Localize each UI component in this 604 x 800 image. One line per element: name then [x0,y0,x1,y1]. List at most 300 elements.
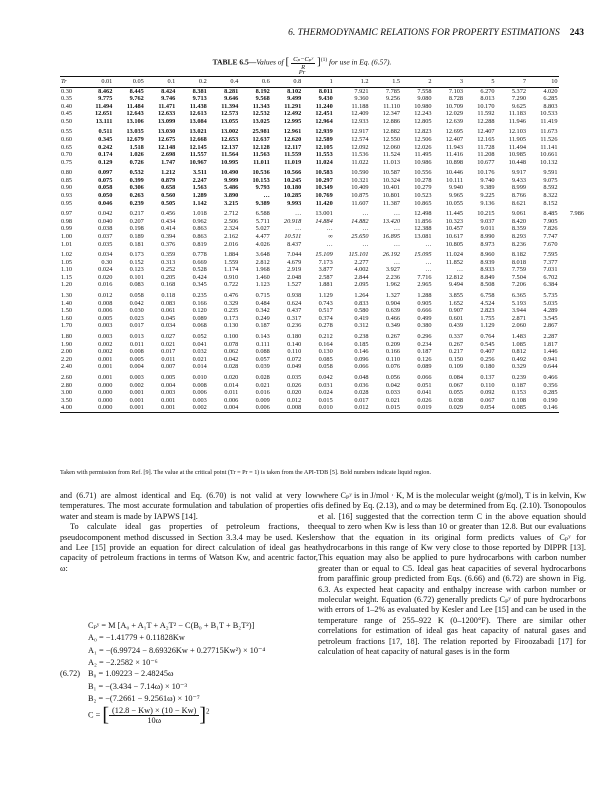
table-cell: 0.207 [129,217,144,225]
table-cell: 0.026 [287,381,302,389]
table-cell: 10.566 [283,169,302,177]
table-cell: 3.927 [385,266,401,274]
table-cell: 0.033 [385,389,401,397]
table-cell: 12.651 [95,110,113,118]
table-cell: 0.130 [318,348,333,356]
table-cell: 0.173 [129,251,144,259]
table-cell: 0.016 [98,281,113,289]
tr-value: 0.90 [61,184,73,192]
table-cell: 0.042 [224,355,239,363]
table-cell: 10.448 [508,158,526,166]
table-cell: 0.035 [287,374,302,381]
table-cell: 2.844 [354,273,369,281]
table-cell: 0.039 [255,363,270,371]
table-cell: 0.905 [417,299,432,307]
tr-value: 3.00 [61,389,73,397]
table-cell: 7.558 [417,87,432,95]
eq-line-a2: A₂ = −2.2582 × 10⁻⁶ [88,658,158,667]
c-numerator: (12.8 − Kw) × (10 − Kw) [109,706,199,716]
table-cell: 0.173 [224,314,239,322]
table-cell: 10.153 [252,176,270,184]
header-pr-col: 0.01 [83,77,114,88]
table-cell: 0.004 [209,404,240,412]
tr-value: 1.70 [61,322,73,330]
table-cell: 10.980 [414,102,432,110]
table-cell: 10.583 [315,169,333,177]
table-cell: 10.617 [445,232,464,240]
table-cell: 15.109 [315,251,333,259]
table-cell: 0.009 [255,396,270,404]
table-cell: 7.504 [511,273,526,281]
tr-value: 0.40 [61,102,73,110]
table-cell: 0.285 [543,389,558,397]
table-cell: 0.006 [192,389,207,397]
table-row [60,218,586,226]
table-cell: 0.003 [129,374,144,381]
table-row [60,289,586,300]
table-cell: 11.943 [445,143,464,151]
table-cell: 10.279 [414,184,432,192]
table-cell: 0.345 [98,136,113,144]
header-pr-col: 0.6 [240,77,271,88]
table-cell: 12.668 [189,136,207,144]
table-cell: 9.225 [480,192,495,200]
c-lhs: C = [88,710,101,720]
table-cell: 4.477 [255,232,270,240]
table-cell: 0.217 [129,210,144,218]
table-cell: 20.918 [283,217,302,225]
table-cell: 9.389 [255,199,270,207]
table-cell: 6.285 [543,95,558,103]
table-cell: 0.329 [511,363,526,371]
table-cell: 4.289 [543,307,558,315]
table-cell: … [425,258,432,266]
table-cell: 10.215 [477,210,495,218]
table-cell: 8.281 [224,87,239,95]
table-cell: 12.409 [351,110,369,118]
table-cell: 6.758 [480,292,495,300]
table-cell: 9.568 [255,95,270,103]
table-cell: 0.466 [543,374,558,381]
table-cell: 0.011 [161,355,176,363]
table-cell: 0.101 [129,273,144,281]
table-row [60,192,586,200]
table-cell: 14.884 [315,217,333,225]
table-cell: 0.187 [255,322,270,330]
table-cell: 10.401 [382,184,401,192]
table-cell: 12.550 [382,136,401,144]
table-cell: 0.337 [448,333,464,341]
right-column [318,491,586,658]
table-cell: 0.021 [161,340,176,348]
table-cell: 0.076 [385,363,401,371]
table-cell: 8.621 [511,199,526,207]
table-cell: 0.187 [417,348,432,356]
table-cell: 0.096 [354,355,369,363]
table-cell: 0.066 [354,363,369,371]
tr-value: 0.97 [61,210,73,218]
table-cell: 0.067 [448,381,464,389]
table-cell: 11.524 [382,151,401,159]
table-cell: 0.190 [543,396,558,404]
table-cell: 2.587 [318,273,333,281]
table-cell: 10.801 [382,192,401,200]
tr-value: 2.60 [61,374,73,381]
table-cell: 12.103 [508,128,526,136]
table-cell: 5.486 [224,184,239,192]
left-paragraph-1: and (6.71) are almost identical and Eq. (6.70) is not valid at very low temperatures. The most accurate formulation and tabulation of properties of water and steam is made by IAPWS [14]. [60,491,318,521]
table-cell: 2.698 [161,151,176,159]
table-cell: 11.024 [315,158,333,166]
table-cell: 3.648 [255,251,270,259]
table-cell: 10.285 [283,192,302,200]
table-cell: 0.181 [129,240,144,248]
table-cell: 0.30 [101,258,113,266]
table-cell: 14.882 [351,217,369,225]
table-cell: 7.785 [385,87,401,95]
table-cell: 1.026 [129,151,144,159]
table-cell: 9.775 [98,95,113,103]
table-cell: 12.639 [445,117,464,125]
table-cell: 0.058 [129,292,144,300]
table-cell: 11.563 [252,151,270,159]
caption-text-a: Values of [256,57,284,67]
table-cell: 12.695 [445,128,464,136]
table-cell: 9.499 [287,95,302,103]
table-row [60,177,586,185]
table-cell: 0.374 [318,314,333,322]
table-cell: 0.000 [98,381,113,389]
header-pr-col: 2 [402,77,433,88]
table-cell: 0.778 [192,251,207,259]
equation-block [60,620,318,780]
table-cell: 0.376 [161,240,176,248]
table-cell: 5.035 [543,299,558,307]
table-cell: 0.394 [161,232,176,240]
left-paragraph-2: To calculate ideal gas properties of petroleum fractions, the pseudocomponent method discussed in Section 3.3.4 may be used. Kesler and Lee [15] provide an equation for direct calculation of ideal gas heat capacity of petroleum fractions in terms of Watson Kw, and acentric factor, ω: [60,522,318,573]
table-cell: 0.212 [318,333,333,341]
table-cell: 0.088 [255,348,270,356]
table-cell: 8.766 [511,192,526,200]
table-cell: 12.573 [220,110,239,118]
tr-value: 1.20 [61,281,73,289]
table-cell: 0.028 [255,374,270,381]
table-cell: 10.875 [351,192,369,200]
table-cell: 0.020 [224,374,239,381]
table-row [60,259,586,267]
table-cell: 0.111 [256,340,270,348]
table-row [60,397,586,405]
table-cell: 9.075 [543,176,558,184]
table-cell: 13.002 [220,128,239,136]
table-cell: 9.080 [417,95,432,103]
table-cell: 10.985 [508,151,526,159]
table-label: TABLE 6.5— [212,57,257,67]
table-cell: 12.492 [283,110,302,118]
table-cell: 12.613 [189,110,207,118]
table-cell: 11.494 [95,102,113,110]
table-cell: 11.592 [477,110,495,118]
tr-value: 1.90 [61,340,73,348]
table-cell: 11.013 [382,158,401,166]
table-cell: 2.871 [511,314,526,322]
table-cell: 0.084 [448,374,464,381]
table-cell: 0.238 [354,333,369,341]
table-row [60,87,586,95]
table-cell: … [362,210,369,218]
table-cell: … [393,240,401,248]
table-cell: 0.907 [448,307,464,315]
table-cell: 0.639 [385,307,401,315]
table-cell: 0.035 [98,240,113,248]
table-cell: 9.389 [480,184,495,192]
table-row [60,166,586,177]
table-cell: 0.041 [417,389,432,397]
table-cell: 0.005 [98,314,113,322]
header-pr-col: 3 [434,77,465,88]
table-cell: 0.089 [192,314,207,322]
table-row [60,136,586,144]
table-cell: 10.677 [477,158,495,166]
table-cell: 0.726 [129,158,144,166]
table-cell: 10.898 [445,158,464,166]
table-cell: 0.097 [98,169,113,177]
table-cell: 9.940 [448,184,464,192]
table-cell: 10.709 [445,102,464,110]
table-cell: 11.559 [284,151,302,159]
table-cell: 1.129 [480,322,495,330]
table-cell: 0.187 [511,381,526,389]
table-cell: 8.485 [543,210,558,218]
table-cell: 0.048 [354,374,369,381]
tr-value: 0.93 [61,192,73,200]
table-cell: 1.884 [224,251,239,259]
table-cell: 0.437 [287,307,302,315]
table-cell: 11.557 [189,151,207,159]
tr-value: 0.50 [61,117,73,125]
table-row [60,144,586,152]
table-cell: 26.192 [382,251,401,259]
table-cell: 0.010 [303,404,334,412]
table-cell: 10.297 [315,176,333,184]
table-cell: 1.518 [129,143,144,151]
table-cell: 0.004 [161,381,176,389]
table-row [60,118,586,126]
table-cell: 11.387 [382,199,401,207]
table-cell: 12.653 [220,136,239,144]
table-cell: 0.108 [511,396,526,404]
table-cell: 1.460 [255,273,270,281]
table-row [60,110,586,118]
table-cell: 12.886 [382,117,401,125]
table-cell: 13.035 [126,128,144,136]
table-footnote: Taken with permission from Ref. [9]. The value at the critical point (Tr = Pr = 1) is taken from the API-TDB [5]. Bold numbers indicate liquid region. [60,469,432,476]
table-cell: 0.153 [511,389,526,397]
table-cell: 1.018 [192,210,207,218]
table-cell: 12.498 [414,210,432,218]
table-cell: 2.965 [417,281,432,289]
table-cell: 0.026 [417,396,432,404]
table-cell: 10.986 [414,158,432,166]
table-cell: 1.817 [543,340,558,348]
table-row [60,371,586,382]
table-cell: 10.533 [540,110,558,118]
table-cell: 0.120 [192,307,207,315]
table-cell: 0.263 [129,192,144,200]
table-cell: 2.823 [480,307,495,315]
table-cell: 0.024 [98,266,113,274]
table-cell: 13.001 [315,210,333,218]
table-cell: 10.176 [477,169,495,177]
table-cell: 8.152 [543,199,558,207]
tr-value: 2.00 [61,348,73,356]
table-cell: 0.075 [98,176,113,184]
table-cell: 8.508 [480,281,495,289]
table-cell: 0.002 [98,348,113,356]
table-cell: 0.010 [192,374,207,381]
table-cell: 0.012 [287,396,302,404]
table-cell: 9.037 [480,217,495,225]
table-cell: 0.085 [497,404,528,412]
table-row [60,404,586,412]
table-cell: 2.506 [224,217,239,225]
table-cell: … [362,240,369,248]
table-cell: 7.173 [318,258,333,266]
table-cell: ∞ [328,232,333,240]
table-cell: 0.016 [255,389,270,397]
page-number: 243 [569,28,584,38]
table-cell: 9.430 [318,95,333,103]
table-cell: 12.137 [220,143,239,151]
tr-value: 1.10 [61,266,73,274]
table-row [60,341,586,349]
table-cell: … [393,225,401,233]
tr-value: 0.85 [61,176,73,184]
table-cell: 10.457 [445,225,464,233]
table-cell: 0.005 [161,374,176,381]
table-cell: 0.049 [287,363,302,371]
table-cell: 11.536 [351,151,369,159]
tr-value: 0.65 [61,143,73,151]
table-cell: 12.882 [382,128,401,136]
table-cell: 12.060 [382,143,401,151]
table-cell: 12.506 [414,136,432,144]
table-cell: … [326,240,333,248]
table-cell: 7.826 [543,225,558,233]
table-cell: 0.499 [417,314,432,322]
tr-value: 1.00 [61,232,73,240]
table-cell: 12.288 [477,117,495,125]
table-cell: 0.819 [192,240,207,248]
table-cell: 0.118 [161,292,176,300]
table-row [60,389,586,397]
table-cell: 0.545 [480,340,495,348]
table-cell: 0.484 [255,299,270,307]
table-cell: 0.001 [146,404,177,412]
table-cell: 0.407 [480,348,495,356]
table-row [60,300,586,308]
table-row [60,330,586,341]
table-cell: 0.249 [255,314,270,322]
table-row [60,151,586,159]
table-cell: 0.029 [434,404,465,412]
table-cell: 0.000 [98,396,113,404]
table-cell: 9.646 [224,95,239,103]
table-cell: 0.209 [385,340,401,348]
table-cell: 9.793 [255,184,270,192]
header-tr: Tr [60,77,83,88]
table-cell: 0.006 [240,404,271,412]
table-cell: 0.205 [161,273,176,281]
table-cell: 10.805 [445,240,464,248]
equation-number: (6.72) [60,669,81,678]
table-cell: 7.377 [543,258,558,266]
table-cell: 0.235 [192,292,207,300]
table-cell: 2.712 [224,210,239,218]
table-cell: 12.532 [252,110,270,118]
table-row [60,103,586,111]
table-cell: 0.419 [354,314,369,322]
table-cell: 12.347 [382,110,401,118]
table-cell: 12.679 [126,136,144,144]
table-cell: 0.006 [98,307,113,315]
table-row [60,233,586,241]
table-cell: 1.289 [192,192,207,200]
table-cell: 0.349 [385,322,401,330]
table-cell: 0.217 [448,348,464,356]
table-cell: 0.038 [98,225,113,233]
table-cell: 0.166 [192,299,207,307]
table-cell: 115.101 [348,251,369,259]
table-cell: 11.856 [414,217,432,225]
table-cell: 0.833 [354,299,369,307]
table-cell: 3.545 [543,314,558,322]
left-column [60,491,318,574]
table-cell: 12.029 [445,110,464,118]
table-cell: 12.105 [315,143,333,151]
table-cell: 7.103 [448,87,464,95]
table-cell: 12.812 [445,273,464,281]
table-cell: … [425,266,432,274]
header-pr-col: 0.4 [209,77,240,88]
caption-sup: (1) [320,57,328,64]
table-cell: 9.999 [224,176,239,184]
table-cell: 0.045 [161,314,176,322]
header-pr-col: 1.5 [371,77,402,88]
table-cell: 0.140 [287,340,302,348]
table-cell: 0.017 [129,322,144,330]
table-cell: 0.658 [161,184,176,192]
table-cell: 8.236 [511,240,526,248]
table-cell: 10.446 [445,169,464,177]
table-cell: 10.536 [252,169,270,177]
table-cell: 10.587 [382,169,401,177]
table-cell: 0.267 [448,340,464,348]
table-cell: 8.293 [511,232,526,240]
table-cell: 0.042 [98,210,113,218]
table-cell: 0.061 [161,307,176,315]
table-cell: 10.321 [351,176,369,184]
caption-text-b: for use in Eq. (6.57). [329,57,392,67]
table-row [60,322,586,330]
table-cell: 8.990 [480,232,495,240]
tr-value: 0.95 [61,199,73,207]
table-cell: 11.110 [383,102,401,110]
table-cell: 0.000 [83,404,114,412]
table-cell: 0.168 [161,281,176,289]
table-cell: 8.011 [318,87,333,95]
table-cell: 13.099 [157,117,176,125]
